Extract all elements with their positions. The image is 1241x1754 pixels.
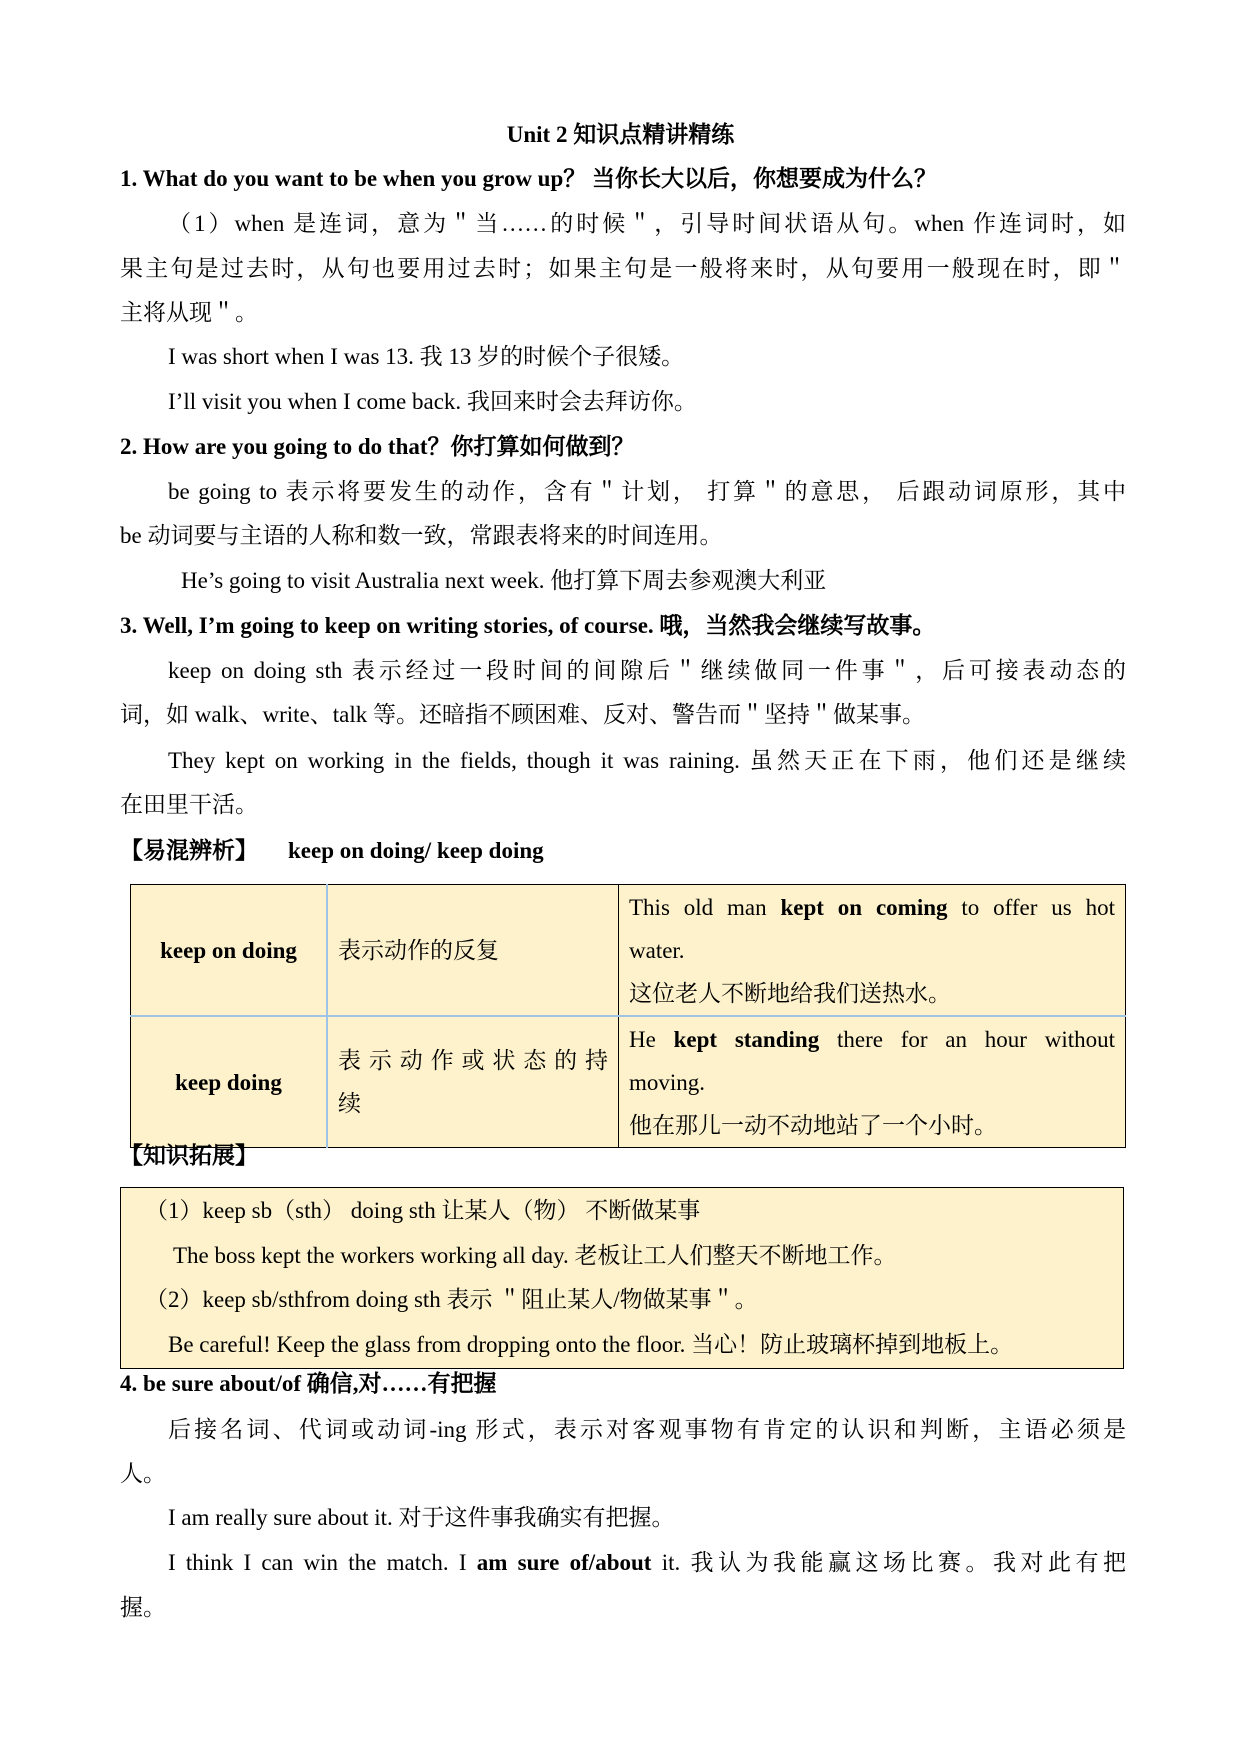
compare-heading-bracket: 【易混辨析】 [120,838,258,863]
example-text: to offer us hot [947,894,1115,920]
section-3-para-line-2: 词，如 walk、write、talk 等。还暗指不顾困难、反对、警告而＂坚持＂做某事。 [120,702,925,727]
example-line-1 [629,1018,1115,1061]
term-cell [131,1016,328,1148]
compare-heading-text: keep on doing/ keep doing [288,838,544,863]
example-highlight: kept on coming [780,894,948,920]
section-2-para-line-1: be going to 表示将要发生的动作，含有＂计划， 打算＂的意思， 后跟动词原形，其中 [168,479,1126,504]
meaning-text-line-2: 续 [338,1091,361,1116]
meaning-text: 表示动作的反复 [338,937,499,963]
section-4-para-line-2: 人。 [120,1461,166,1486]
example-translation: 他在那儿一动不动地站了一个小时。 [629,1112,997,1138]
extension-line-3: （2）keep sb/sthfrom doing sth 表示 ＂阻止某人/物做某事＂。 [145,1287,758,1312]
example-text: He [629,1026,674,1052]
example-highlight: am sure of/about [476,1550,652,1575]
section-3-example-line-2: 在田里干活。 [120,792,258,817]
section-2-heading: 2. How are you going to do that？你打算如何做到？ [120,434,635,459]
page-title: Unit 2 知识点精讲精练 [506,122,735,147]
example-text: I think I can win the match. I [168,1550,477,1575]
example-cell [619,885,1126,1017]
example-highlight: kept standing [673,1026,820,1052]
section-3-para-line-1: keep on doing sth 表示经过一段时间的间隙后＂继续做同一件事＂，后可接表动态的 [168,658,1126,683]
term-cell [131,885,328,1017]
extension-heading: 【知识拓展】 [120,1143,258,1168]
example-cell [619,1016,1126,1148]
section-1-para-line-3: 主将从现＂。 [120,300,258,325]
section-3-example-line-1: They kept on working in the fields, though it was raining. 虽然天正在下雨，他们还是继续 [168,748,1126,773]
section-1-para-line-1: （1）when 是连词，意为＂当……的时候＂，引导时间状语从句。when 作连词时，如 [168,211,1126,236]
compare-heading [120,836,1126,866]
example-translation: 这位老人不断地给我们送热水。 [629,980,951,1006]
extension-line-4: Be careful! Keep the glass from dropping onto the floor. 当心！防止玻璃杯掉到地板上。 [168,1332,1014,1357]
section-2-example-1: He’s going to visit Australia next week. 他打算下周去参观澳大利亚 [181,568,827,593]
section-4-example-1: I am really sure about it. 对于这件事我确实有把握。 [168,1505,675,1530]
extension-box [120,1187,1124,1369]
section-1-example-1: I was short when I was 13. 我 13 岁的时候个子很矮。 [168,344,685,369]
section-4-para-line-1: 后接名词、代词或动词-ing 形式，表示对客观事物有肯定的认识和判断，主语必须是 [168,1417,1126,1442]
meaning-cell [327,1016,619,1148]
section-1-example-2: I’ll visit you when I come back. 我回来时会去拜访你。 [168,389,697,414]
table-row [131,1016,1126,1148]
example-text: it. 我认为我能赢这场比赛。我对此有把 [651,1550,1126,1575]
section-4-heading: 4. be sure about/of 确信,对……有把握 [120,1371,497,1396]
table-row [131,885,1126,1017]
term-keep-on-doing: keep on doing [160,937,297,963]
extension-line-2: The boss kept the workers working all day. 老板让工人们整天不断地工作。 [173,1243,897,1268]
extension-line-1: （1）keep sb（sth） doing sth 让某人（物） 不断做某事 [145,1198,701,1223]
section-3-heading: 3. Well, I’m going to keep on writing stories, of course. 哦，当然我会继续写故事。 [120,613,936,638]
section-4-example-2-line-2: 握。 [120,1595,166,1620]
example-line-2: moving. [629,1069,706,1095]
section-2-para-line-2: be 动词要与主语的人称和数一致，常跟表将来的时间连用。 [120,523,723,548]
example-text: This old man [629,894,781,920]
example-text: there for an hour without [819,1026,1115,1052]
compare-table [130,884,1126,1148]
section-1-heading: 1. What do you want to be when you grow up？ 当你长大以后，你想要成为什么？ [120,166,938,191]
meaning-text-line-1: 表示动作或状态的持 [338,1048,608,1073]
section-4-example-2-line-1 [168,1548,1126,1578]
example-line-1 [629,886,1115,929]
section-1-para-line-2: 果主句是过去时，从句也要用过去时；如果主句是一般将来时，从句要用一般现在时，即＂ [120,256,1126,281]
meaning-cell [327,885,619,1017]
example-line-2: water. [629,937,685,963]
term-keep-doing: keep doing [175,1069,282,1095]
